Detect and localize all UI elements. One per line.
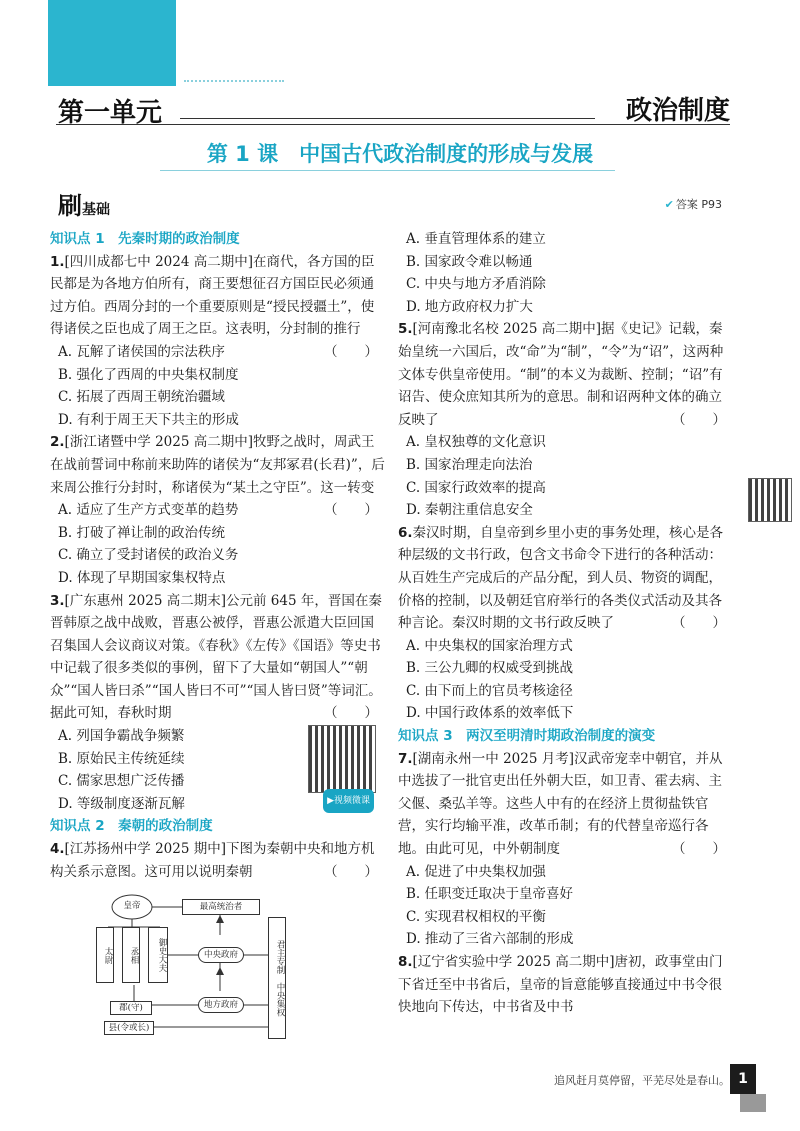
lesson-title: 第 1 课 中国古代政治制度的形成与发展: [206, 142, 594, 166]
check-icon: ✔: [664, 198, 674, 211]
option: C. 确立了受封诸侯的政治义务: [58, 547, 239, 564]
emperor-node: 皇帝: [123, 901, 141, 912]
section-big: 刷: [58, 192, 82, 220]
left-column: [50, 228, 386, 1045]
section-heading: [58, 186, 110, 221]
commandery-node: 郡(守): [110, 1001, 152, 1015]
option: D. 有利于周王天下共主的形成: [58, 411, 239, 428]
question-8: 8.[辽宁省实验中学 2025 高二期中]唐初，政事堂由门下省迁至中书省后，皇帝的旨意能够直接通过中书令很快地向下传达，中书省及中书: [398, 954, 723, 1016]
option: B. 强化了西周的中央集权制度: [58, 366, 239, 383]
question-6: 6.秦汉时期，自皇帝到乡里小吏的事务处理，核心是各种层级的文书行政，包含文书命令下进行的各种活动：从百姓生产完成后的产品分配，到人员、物资的调配，价格的控制，以及朝廷官府举行的各类仪式活动及其各种言论。秦汉时期的文书行政反映了 （ ） A. 中央集权的国家治理方式 B. 三公九卿的权威受到挑战 C. 由下而上的官员考核途径 D. 中国行政体系的效率低下: [398, 522, 734, 725]
page-number: 1: [730, 1064, 756, 1094]
option: D. 秦朝注重信息安全: [406, 502, 533, 519]
central-govt-node: 中央政府: [198, 947, 244, 963]
option: B. 国家治理走向法治: [406, 456, 533, 473]
county-node: 县(令或长): [104, 1021, 154, 1035]
option: C. 儒家思想广泛传播: [58, 773, 185, 790]
video-lesson-badge[interactable]: ▶视频微课: [323, 789, 374, 814]
option: D. 等级制度逐渐瓦解: [58, 795, 185, 812]
option: C. 实现君权相权的平衡: [406, 908, 546, 925]
option: A. 适应了生产方式变革的趋势: [58, 502, 239, 519]
option: B. 原始民主传统延续: [58, 750, 185, 767]
official-node: 御史大夫: [148, 927, 168, 983]
option: A. 皇权独尊的文化意识: [406, 434, 546, 451]
official-node: 太尉: [96, 927, 114, 983]
option: A. 中央集权的国家治理方式: [406, 637, 573, 654]
question-4: 4.[江苏扬州中学 2025 期中]下图为秦朝中央和地方机构关系示意图。这可用以说明秦朝 （ ） 皇帝 最高统治者 太尉 丞相 御史大夫 中央政府 地方政府 郡(守) 县(令或长) 君主专制 中央集权: [50, 838, 386, 1045]
divider: [180, 118, 595, 119]
decor-dots: [184, 80, 284, 82]
option: C. 拓展了西周王朝统治疆域: [58, 389, 225, 406]
option: D. 地方政府权力扩大: [406, 298, 533, 315]
question-7: 7.[湖南永州一中 2025 月考]汉武帝宠幸中朝官，并从中选拔了一批官吏出任外朝大臣，如卫青、霍去病、主父偃、桑弘羊等。这些人中有的在经济上贯彻盐铁官营，实行均输平准，改革币制；有的代替皇帝巡行各地。由此可见，中外朝制度 （ ） A. 促进了中央集权加强 B. 任职变迁取决于皇帝喜好 C. 实现君权相权的平衡 D. 推动了三省六部制的形成: [398, 748, 734, 951]
option: A. 瓦解了诸侯国的宗法秩序: [58, 343, 225, 360]
option: B. 三公九卿的权威受到挑战: [406, 660, 574, 677]
question-3: 3.[广东惠州 2025 高二期末]公元前 645 年，晋国在秦晋韩原之战中战败，晋惠公被俘，晋惠公派遣大臣回国召集国人会议商议对策。《春秋》《左传》《国语》等史书中记载了很多类似的事例，留下了大量如“朝国人”“朝众”“国人皆曰杀”“国人皆曰不可”“国人皆曰贤”等词汇。据此可知，春秋时期 （ ） A. 列国争霸战争频繁 B. 原始民主传统延续 C. 儒家思想广泛传播 D. 等级制度逐渐瓦解 ▶视频微课: [50, 590, 386, 816]
answer-ref: ✔ 答案 P93: [664, 198, 722, 211]
footer-motto: 追风赶月莫停留，平芜尽处是春山。: [554, 1074, 730, 1087]
qr-code-icon[interactable]: [308, 725, 376, 793]
question-2: 2.[浙江诸暨中学 2025 高二期中]牧野之战时，周武王在战前誓词中称前来助阵的诸侯为“友邦冢君(长君)”，后来周公推行分封时，称诸侯为“某土之守臣”。这一转变 （ ） A. 适应了生产方式变革的趋势 B. 打破了禅让制的政治传统 C. 确立了受封诸侯的政治义务 D. 体现了早期国家集权特点: [50, 431, 386, 589]
option: C. 中央与地方矛盾消除: [406, 276, 546, 293]
option: B. 国家政令难以畅通: [406, 253, 533, 270]
section-small: 基础: [82, 202, 110, 218]
option: D. 体现了早期国家集权特点: [58, 569, 226, 586]
option: D. 推动了三省六部制的形成: [406, 931, 574, 948]
autocracy-label: 君主专制 中央集权: [268, 917, 286, 1039]
option: A. 促进了中央集权加强: [406, 863, 546, 880]
question-1: 1.[四川成都七中 2024 高二期中]在商代，各方国的臣民都是为各地方伯所有，商王要想征召方国臣民必须通过方伯。西周分封的一个重要原则是“授民授疆土”，使得诸侯之臣也成了周王之臣。这表明，分封制的推行 （ ） A. 瓦解了诸侯国的宗法秩序 B. 强化了西周的中央集权制度 C. 拓展了西周王朝统治疆域 D. 有利于周王天下共主的形成: [50, 251, 386, 432]
unit-label: 第一单元: [58, 98, 163, 128]
option: C. 国家行政效率的提高: [406, 479, 546, 496]
knowledge-point-2: 知识点 2 秦朝的政治制度: [50, 818, 213, 835]
local-govt-node: 地方政府: [198, 997, 244, 1013]
qin-structure-diagram: [90, 887, 330, 1045]
page-decor: [740, 1094, 766, 1112]
unit-title: 政治制度: [625, 96, 730, 126]
option: B. 打破了禅让制的政治传统: [58, 524, 226, 541]
qr-code-icon[interactable]: [748, 478, 792, 522]
option: A. 垂直管理体系的建立: [406, 231, 546, 247]
top-ruler-node: 最高统治者: [182, 899, 260, 915]
right-column: [398, 228, 734, 1019]
lesson-underline: [160, 170, 615, 171]
option: D. 中国行政体系的效率低下: [406, 705, 574, 722]
question-5: 5.[河南豫北名校 2025 高二期中]据《史记》记载，秦始皇统一六国后，改“命”为“制”，“令”为“诏”，这两种文体专供皇帝使用。“制”的本义为裁断、控制；“诏”有诏告、使众庶知其所为的意思。制和诏两种文体的确立反映了 （ ） A. 皇权独尊的文化意识 B. 国家治理走向法治 C. 国家行政效率的提高 D. 秦朝注重信息安全: [398, 318, 734, 521]
option: B. 任职变迁取决于皇帝喜好: [406, 886, 574, 903]
option: C. 由下而上的官员考核途径: [406, 682, 573, 699]
header-color-block: [48, 0, 176, 86]
option: A. 列国争霸战争频繁: [58, 728, 185, 745]
knowledge-point-1: 知识点 1 先秦时期的政治制度: [50, 231, 240, 247]
knowledge-point-3: 知识点 3 两汉至明清时期政治制度的演变: [398, 728, 656, 745]
official-node: 丞相: [122, 927, 140, 983]
